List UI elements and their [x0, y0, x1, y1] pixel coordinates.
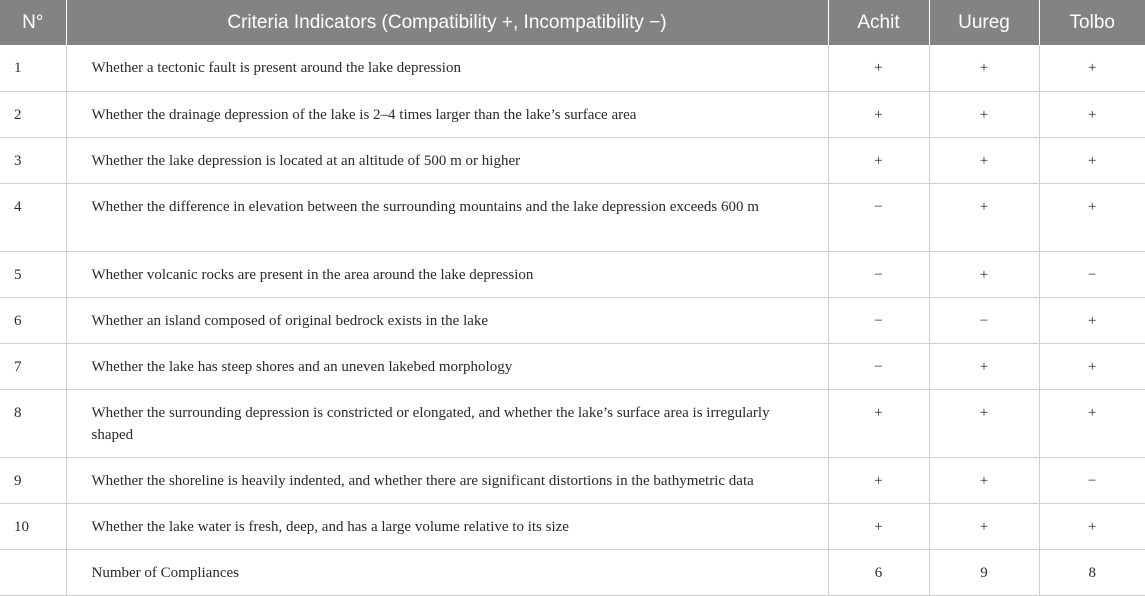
table-row: [0, 251, 1145, 297]
total-row: [0, 549, 1145, 595]
criteria-cell: Whether the surrounding depression is constricted or elongated, and whether the lake’s surface area is irregularly shaped: [66, 389, 828, 457]
criteria-cell: Whether the lake has steep shores and an uneven lakebed morphology: [66, 343, 828, 389]
achit-cell: +: [828, 389, 929, 457]
row-number: 3: [0, 137, 66, 183]
row-number: 4: [0, 183, 66, 251]
criteria-cell: Whether an island composed of original bedrock exists in the lake: [66, 297, 828, 343]
tolbo-cell: +: [1039, 137, 1145, 183]
criteria-cell: Whether a tectonic fault is present around the lake depression: [66, 45, 828, 91]
criteria-cell: Whether the difference in elevation between the surrounding mountains and the lake depression exceeds 600 m: [66, 183, 828, 251]
row-number: 7: [0, 343, 66, 389]
table-row: [0, 389, 1145, 457]
uureg-cell: +: [929, 137, 1039, 183]
uureg-cell: +: [929, 343, 1039, 389]
table-row: [0, 343, 1145, 389]
tolbo-cell: +: [1039, 503, 1145, 549]
achit-cell: +: [828, 45, 929, 91]
row-number: 8: [0, 389, 66, 457]
uureg-cell: +: [929, 45, 1039, 91]
uureg-total: 9: [929, 549, 1039, 595]
uureg-cell: +: [929, 91, 1039, 137]
header-uureg: Uureg: [929, 0, 1039, 45]
header-achit: Achit: [828, 0, 929, 45]
tolbo-cell: +: [1039, 183, 1145, 251]
row-number: 6: [0, 297, 66, 343]
achit-cell: −: [828, 297, 929, 343]
uureg-cell: −: [929, 297, 1039, 343]
achit-cell: −: [828, 343, 929, 389]
achit-total: 6: [828, 549, 929, 595]
achit-cell: −: [828, 251, 929, 297]
achit-cell: +: [828, 91, 929, 137]
achit-cell: +: [828, 137, 929, 183]
achit-cell: −: [828, 183, 929, 251]
row-number: 5: [0, 251, 66, 297]
table-row: [0, 137, 1145, 183]
achit-cell: +: [828, 503, 929, 549]
row-number: 10: [0, 503, 66, 549]
header-no: N°: [0, 0, 66, 45]
header-criteria: Criteria Indicators (Compatibility +, Incompatibility −): [66, 0, 828, 45]
uureg-cell: +: [929, 503, 1039, 549]
header-tolbo: Tolbo: [1039, 0, 1145, 45]
table-row: [0, 91, 1145, 137]
table-row: [0, 183, 1145, 251]
total-label: Number of Compliances: [66, 549, 828, 595]
criteria-cell: Whether the lake depression is located at an altitude of 500 m or higher: [66, 137, 828, 183]
uureg-cell: +: [929, 389, 1039, 457]
criteria-cell: Whether volcanic rocks are present in the area around the lake depression: [66, 251, 828, 297]
tolbo-total: 8: [1039, 549, 1145, 595]
tolbo-cell: +: [1039, 297, 1145, 343]
tolbo-cell: +: [1039, 343, 1145, 389]
tolbo-cell: +: [1039, 389, 1145, 457]
row-number: 2: [0, 91, 66, 137]
tolbo-cell: −: [1039, 251, 1145, 297]
criteria-cell: Whether the shoreline is heavily indented, and whether there are significant distortions in the bathymetric data: [66, 457, 828, 503]
row-number: 1: [0, 45, 66, 91]
header-row: [0, 0, 1145, 45]
criteria-cell: Whether the lake water is fresh, deep, and has a large volume relative to its size: [66, 503, 828, 549]
total-row-number: [0, 549, 66, 595]
tolbo-cell: −: [1039, 457, 1145, 503]
table-row: [0, 297, 1145, 343]
tolbo-cell: +: [1039, 45, 1145, 91]
table-row: [0, 503, 1145, 549]
achit-cell: +: [828, 457, 929, 503]
tolbo-cell: +: [1039, 91, 1145, 137]
uureg-cell: +: [929, 251, 1039, 297]
uureg-cell: +: [929, 183, 1039, 251]
table-row: [0, 457, 1145, 503]
uureg-cell: +: [929, 457, 1039, 503]
row-number: 9: [0, 457, 66, 503]
table-row: [0, 45, 1145, 91]
criteria-cell: Whether the drainage depression of the lake is 2–4 times larger than the lake’s surface area: [66, 91, 828, 137]
